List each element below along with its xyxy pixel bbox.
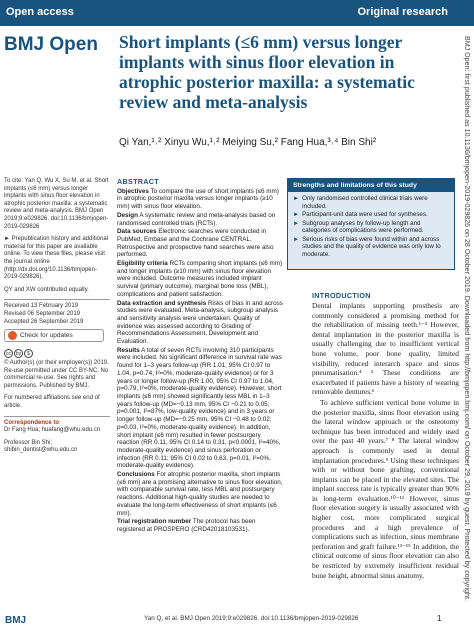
list-item: ► Subgroup analyses by follow-up length and categories of complications were performed. (293, 219, 424, 234)
affiliations-note: For numbered affiliations see end of article. (4, 395, 100, 410)
check-updates-button[interactable] (4, 329, 104, 342)
correspondence-1: Dr Fang Hua; huafang@whu.edu.cn (4, 427, 101, 434)
received-date: Received 13 February 2019 (4, 303, 79, 310)
sidebar (4, 178, 110, 460)
footer-citation: Yan Q, et al. BMJ Open 2019;9:e029826. doi:10.1136/bmjopen-2019-029826 (144, 615, 359, 622)
cc-license-badge (4, 349, 33, 358)
cc-icon: cc (6, 351, 11, 358)
abstract-extraction: Data extraction and synthesis Risks of bias in and across studies were evaluated. Meta-analysis, subgroup analysis and sensitivity analysis were undertaken. Quality of evidence was assessed according to Grading of Recommendations Assessment, Development and Evaluation. (117, 299, 283, 346)
introduction-heading: INTRODUCTION (312, 291, 371, 300)
abstract-design: Design A systematic review and meta-analysis based on randomised controlled trials (RCTs). (117, 211, 276, 227)
nc-icon: $ (24, 349, 33, 358)
bullet-icon: ► (293, 195, 300, 202)
article-title: Short implants (≤6 mm) versus longer implants with sinus floor elevation in atrophic posterior maxilla: a systematic review and meta-analysis (119, 32, 415, 112)
abstract-sources: Data sources Electronic searches were conducted in PubMed, Embase and the Cochrane CENTRAL. Retrospective and prospective hand searches were also performed. (117, 228, 274, 259)
strengths-heading: Strengths and limitations of this study (288, 179, 454, 192)
abstract-objectives: Objectives To compare the use of short implants (≤6 mm) in atrophic posterior maxilla versus longer implants (≥10 mm) with sinus floor elevation. (117, 187, 279, 211)
revised-date: Revised 06 September 2019 (4, 310, 81, 317)
paragraph: Dental implants supporting prosthesis are commonly considered a promising method for the rehabilitation of missing teeth.¹⁻³ However, dental implantation in the posterior maxilla is usually challenging due to insufficient vertical bone volume, poor bone quality, limited visibility, reduced interarch space and sinus pneumatisation.⁴ ⁵ These conditions are exacerbated if patients have a history of wearing removable dentures.⁶ (312, 301, 459, 397)
bullet-icon: ► (293, 219, 300, 227)
article-type-label: Original research (357, 6, 448, 18)
update-icon (8, 331, 17, 340)
bullet-icon: ► (293, 211, 300, 218)
copyright-text: BMJ Open: first published as 10.1136/bmjopen-2019-029826 on 28 October 2019. Downloaded from http://bmjopen.bmj.com/ on October 29, 2019 by guest. Protected by copyright. (463, 36, 471, 601)
open-access-label: Open access (6, 6, 74, 18)
abstract-section (117, 178, 283, 535)
divider (4, 299, 110, 300)
abstract-eligibility: Eligibility criteria RCTs comparing short implants (≤6 mm) and longer implants (≥10 mm) with sinus floor elevation were included. Outcome measures included implant survival (primary outcome), marginal bone loss (MBL), complications and patient satisfaction. (117, 260, 283, 298)
correspondence-2: Professor Bin Shi; shibin_dentist@whu.edu.cn (4, 439, 78, 454)
check-updates-label: Check for updates (20, 331, 73, 339)
abstract-heading: ABSTRACT (117, 177, 159, 186)
introduction-body (312, 301, 459, 580)
abstract-trial: Trial registration number The protocol has been registered at PROSPERO (CRD42018103531). (117, 518, 256, 533)
strengths-box (287, 178, 455, 270)
journal-logo: BMJ Open (4, 34, 98, 55)
bullet-icon: ► (293, 235, 300, 243)
copyright-vertical-strip (461, 36, 471, 626)
list-item: ► Participant-unit data were used for syntheses. (293, 211, 428, 218)
list-item: ► Only randomised controlled clinical trials were included. (293, 195, 428, 210)
abstract-conclusions: Conclusions For atrophic posterior maxilla, short implants (≤6 mm) are a promising alternative to sinus floor elevation, with comparable survival rate, less MBL and postsurgery reactions. Additional high-quality studies are needed to evaluate the long-term effectiveness of short implants (≤6 mm). (117, 471, 283, 517)
correspondence-heading: Correspondence to (4, 419, 60, 426)
author-list: Qi Yan,¹˒² Xinyu Wu,¹˒² Meiying Su,² Fang Hua,³˒⁴ Bin Shi² (119, 137, 377, 148)
strengths-list (288, 192, 454, 269)
bmj-logo: BMJ (5, 615, 27, 626)
top-bar (0, 0, 474, 26)
contrib-note: QY and XW contributed equally. (4, 286, 89, 293)
list-item: ► Serious risks of bias were found within and across studies and the quality of evidence was only low to moderate. (293, 235, 441, 258)
page-footer (0, 611, 474, 629)
by-icon: by (15, 351, 22, 358)
paragraph: To achieve sufficient vertical bone volume in the posterior maxilla, sinus floor elevation using the lateral window approach or the osteotomy technique has been introduced and widely used over the past 40 years.⁷ ⁸ The lateral window approach is commonly used in dental implantation procedures.⁹ Using these techniques with or without bone grafting, conventional implants can be placed in the elevated sites. The implant success rate is typically greater than 90% in long-term evaluation.¹⁰⁻¹² However, sinus floor elevation surgery is usually associated with higher cost, more complicated surgical procedures and a high prevalence of complications such as infection, sinus membrane perforation and graft failure.¹³⁻¹⁵ In addition, the clinical outcome of sinus floor elevation can also be restricted by extremely insufficient residual bone height, abnormal sinus anatomy, (312, 397, 459, 580)
abstract-results: Results A total of seven RCTs involving 310 participants were included. No significant difference in survival rate was found for 1–3 years follow-up (RR 1.01, 95% CI 0.97 to 1.04, p=0.74, I²=0%, moderate-quality evidence) or for 3 years or longer follow-up (RR 1.00, 95% CI 0.97 to 1.04, p=0.79, I²=0%, moderate-quality evidence). However, short implants (≤6 mm) showed significantly less MBL in 1–3 years follow-up (MD=−0.13 mm, 95% CI −0.21 to 0.05; p=0.001, I²=87%, low-quality evidence) and in 3 years or longer follow-up (MD=−0.25 mm, 95% CI −0.48 to 0.02; p=0.03, I²=0%, moderate-quality evidence). In addition, short implant (≤6 mm) resulted in fewer postsurgery reaction (RR 0.11, 95% CI 0.14 to 0.31, p<0.0001, I²=40%, moderate-quality evidence) and sinus perforation or infection (RR 0.11; 95% CI 0.02 to 0.63, p=0.01, I²=0%, moderate-quality evidence). (117, 346, 282, 470)
accepted-date: Accepted 26 September 2019 (4, 318, 84, 325)
license-text: © Author(s) (or their employer(s)) 2019. Re-use permitted under CC BY-NC. No commercial re-use. See rights and permissions. Published by BMJ. (4, 360, 109, 389)
divider (4, 416, 110, 417)
page-number: 1 (437, 614, 442, 623)
cite-info: To cite: Yan Q, Wu X, Su M, et al. Short implants (≤6 mm) versus longer implants with sinus floor elevation in atrophic posterior maxilla: a systematic review and meta-analysis. BMJ Open 2019;9:e029826. doi:10.1136/bmjopen-2019-029826 (4, 178, 109, 230)
prepub-info: ► Prepublication history and additional material for this paper are available online. To view these files, please visit the journal online (http://dx.doi.org/10.1136/bmjopen-2019-029826). (4, 236, 109, 281)
